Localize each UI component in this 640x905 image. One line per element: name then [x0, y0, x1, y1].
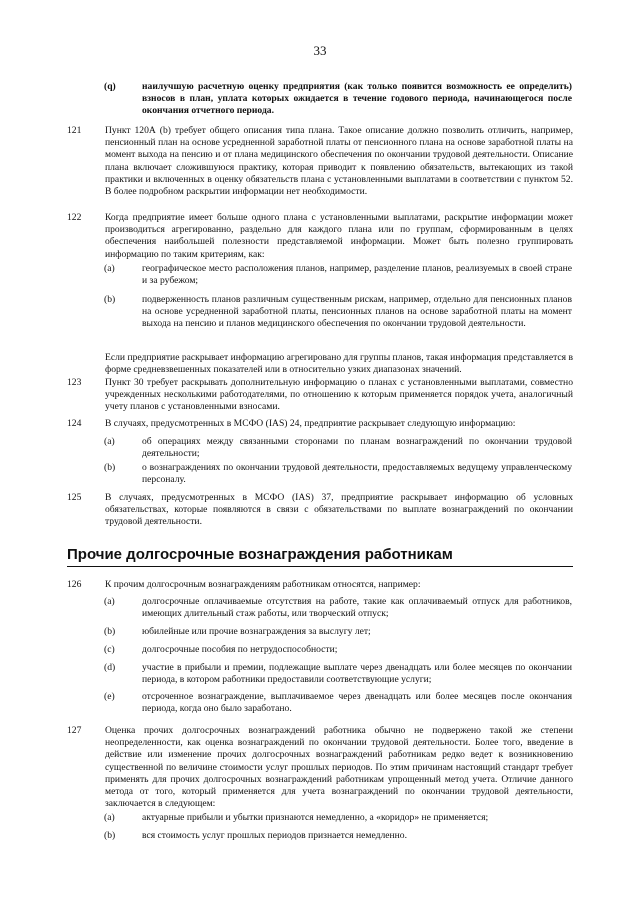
- paragraph-number: 127: [67, 725, 82, 736]
- item-label: (q): [104, 81, 116, 92]
- item-text: актуарные прибыли и убытки признаются немедленно, а «коридор» не применяется;: [142, 812, 489, 823]
- item-text: участие в прибыли и премии, подлежащие выплате через двенадцать или более месяцев по окончании периода, в котором работники предоставили соответствующие услуги;: [142, 662, 572, 686]
- item-text: долгосрочные оплачиваемые отсутствия на работе, такие как оплачиваемый отпуск для работников, имеющих длительный стаж работы, или творческий отпуск;: [142, 596, 572, 620]
- paragraph-125: [67, 492, 573, 536]
- list-item-124a: [104, 436, 572, 460]
- item-text: наилучшую расчетную оценку предприятия (как только появится возможность ее определить) взносов в план, уплата которых ожидается в течение годового периода, начинающегося после окончания отчетного периода.: [142, 81, 572, 117]
- list-item-122b: [104, 294, 572, 331]
- paragraph-number: 124: [67, 418, 82, 429]
- item-text: отсроченное вознаграждение, выплачиваемое через двенадцать или более месяцев после окончания периода, когда оно было заработано.: [142, 691, 572, 715]
- item-label: (b): [104, 626, 116, 637]
- paragraph-text: Оценка прочих долгосрочных вознаграждений работника обычно не подвержено такой же степени неопределенности, как оценка вознаграждений по окончании трудовой деятельности. Более того, введение в действие или изменение прочих долгосрочных вознаграждений работникам редко ведет к возникновению существенной по величине стоимости услуг прошлых периодов. По этим причинам настоящий стандарт требует применять для прочих долгосрочных вознаграждений работникам упрощенный метод учета. Отличие данного метода от того, который применяется для учета вознаграждений по окончании трудовой деятельности, заключается в следующем:: [105, 725, 573, 810]
- list-item-122a: [104, 263, 572, 287]
- paragraph-number: 125: [67, 492, 82, 503]
- item-label: (b): [104, 294, 116, 305]
- item-label: (a): [104, 436, 115, 447]
- paragraph-122: [67, 212, 573, 268]
- list-item-127b: [104, 830, 572, 842]
- paragraph-text: Если предприятие раскрывает информацию агрегировано для группы планов, такая информация представляется в форме средневзвешенных показателей или в относительно узких диапазонах значений.: [105, 352, 573, 376]
- item-text: долгосрочные пособия по нетрудоспособности;: [142, 644, 338, 655]
- item-text: вся стоимость услуг прошлых периодов признается немедленно.: [142, 830, 407, 841]
- paragraph-text: В случаях, предусмотренных в МСФО (IAS) 24, предприятие раскрывает следующую информацию:: [105, 418, 516, 429]
- paragraph-124: [67, 418, 573, 437]
- paragraph-123: [67, 377, 573, 421]
- page-number: 33: [313, 43, 327, 58]
- paragraph-text: В случаях, предусмотренных в МСФО (IAS) 37, предприятие раскрывает информацию об условных обязательствах, которые появляются в связи с обязательствами по выплате вознаграждений по окончании трудовой деятельности.: [105, 492, 573, 528]
- item-text: юбилейные или прочие вознаграждения за выслугу лет;: [142, 626, 371, 637]
- item-label: (b): [104, 830, 116, 841]
- paragraph-text: Пункт 120А (b) требует общего описания типа плана. Такое описание должно позволить отличить, например, пенсионный план на основе усредненной заработной платы от пенсионного плана на основе заработной платы на момент выхода на пенсию и от плана медицинского обеспечения по окончании трудовой деятельности. Описание плана включает сложившуюся практику, которая приводит к появлению обязательств, вытекающих из такой практики и включенных в оценку обязательств плана с установленными выплатами в соответствии с пунктом 52. В более подробном раскрытии информации нет необходимости.: [105, 125, 573, 198]
- item-label: (a): [104, 596, 115, 607]
- paragraph-number: 121: [67, 125, 82, 136]
- paragraph-127: [67, 725, 573, 817]
- item-text: подверженность планов различным существенным рискам, например, отдельно для пенсионных планов на основе усредненной заработной платы, пенсионных планов на основе заработной платы на момент выхода на пенсию и планов медицинского обеспечения по окончании трудовой деятельности.: [142, 294, 572, 330]
- list-item-126b: [104, 626, 572, 638]
- item-text: о вознаграждениях по окончании трудовой деятельности, предоставляемых ведущему управленческому персоналу.: [142, 462, 572, 486]
- item-label: (d): [104, 662, 116, 673]
- item-label: (a): [104, 263, 115, 274]
- paragraph-text: Пункт 30 требует раскрывать дополнительную информацию о планах с установленными выплатами, совместно учрежденных несколькими работодателями, по отношению к которым применяется порядок учета, аналогичный учету планов с установленными взносами.: [105, 377, 573, 413]
- item-label: (a): [104, 812, 115, 823]
- item-text: об операциях между связанными сторонами по планам вознаграждений по окончании трудовой деятельности;: [142, 436, 572, 460]
- list-item-126d: [104, 662, 572, 686]
- paragraph-number: 126: [67, 579, 82, 590]
- list-item-127a: [104, 812, 572, 824]
- section-heading: Прочие долгосрочные вознаграждения работникам: [67, 546, 573, 567]
- paragraph-text: Когда предприятие имеет больше одного плана с установленными выплатами, раскрытие информации может производиться агрегированно, раздельно для каждого плана или по группам, сформированным в целях обеспечения наибольшей полезности представляемой информации. Может быть полезно группировать информацию по таким критериям, как:: [105, 212, 573, 260]
- list-item-q: [104, 81, 572, 118]
- paragraph-number: 123: [67, 377, 82, 388]
- list-item-126a: [104, 596, 572, 620]
- item-text: географическое место расположения планов, например, разделение планов, реализуемых в своей стране и за рубежом;: [142, 263, 572, 287]
- item-label: (b): [104, 462, 116, 473]
- item-label: (e): [104, 691, 115, 702]
- paragraph-number: 122: [67, 212, 82, 223]
- paragraph-121: [67, 125, 573, 205]
- list-item-126e: [104, 691, 572, 715]
- list-item-126c: [104, 644, 572, 656]
- list-item-124b: [104, 462, 572, 486]
- paragraph-text: К прочим долгосрочным вознаграждениям работникам относятся, например:: [105, 579, 421, 590]
- item-label: (c): [104, 644, 115, 655]
